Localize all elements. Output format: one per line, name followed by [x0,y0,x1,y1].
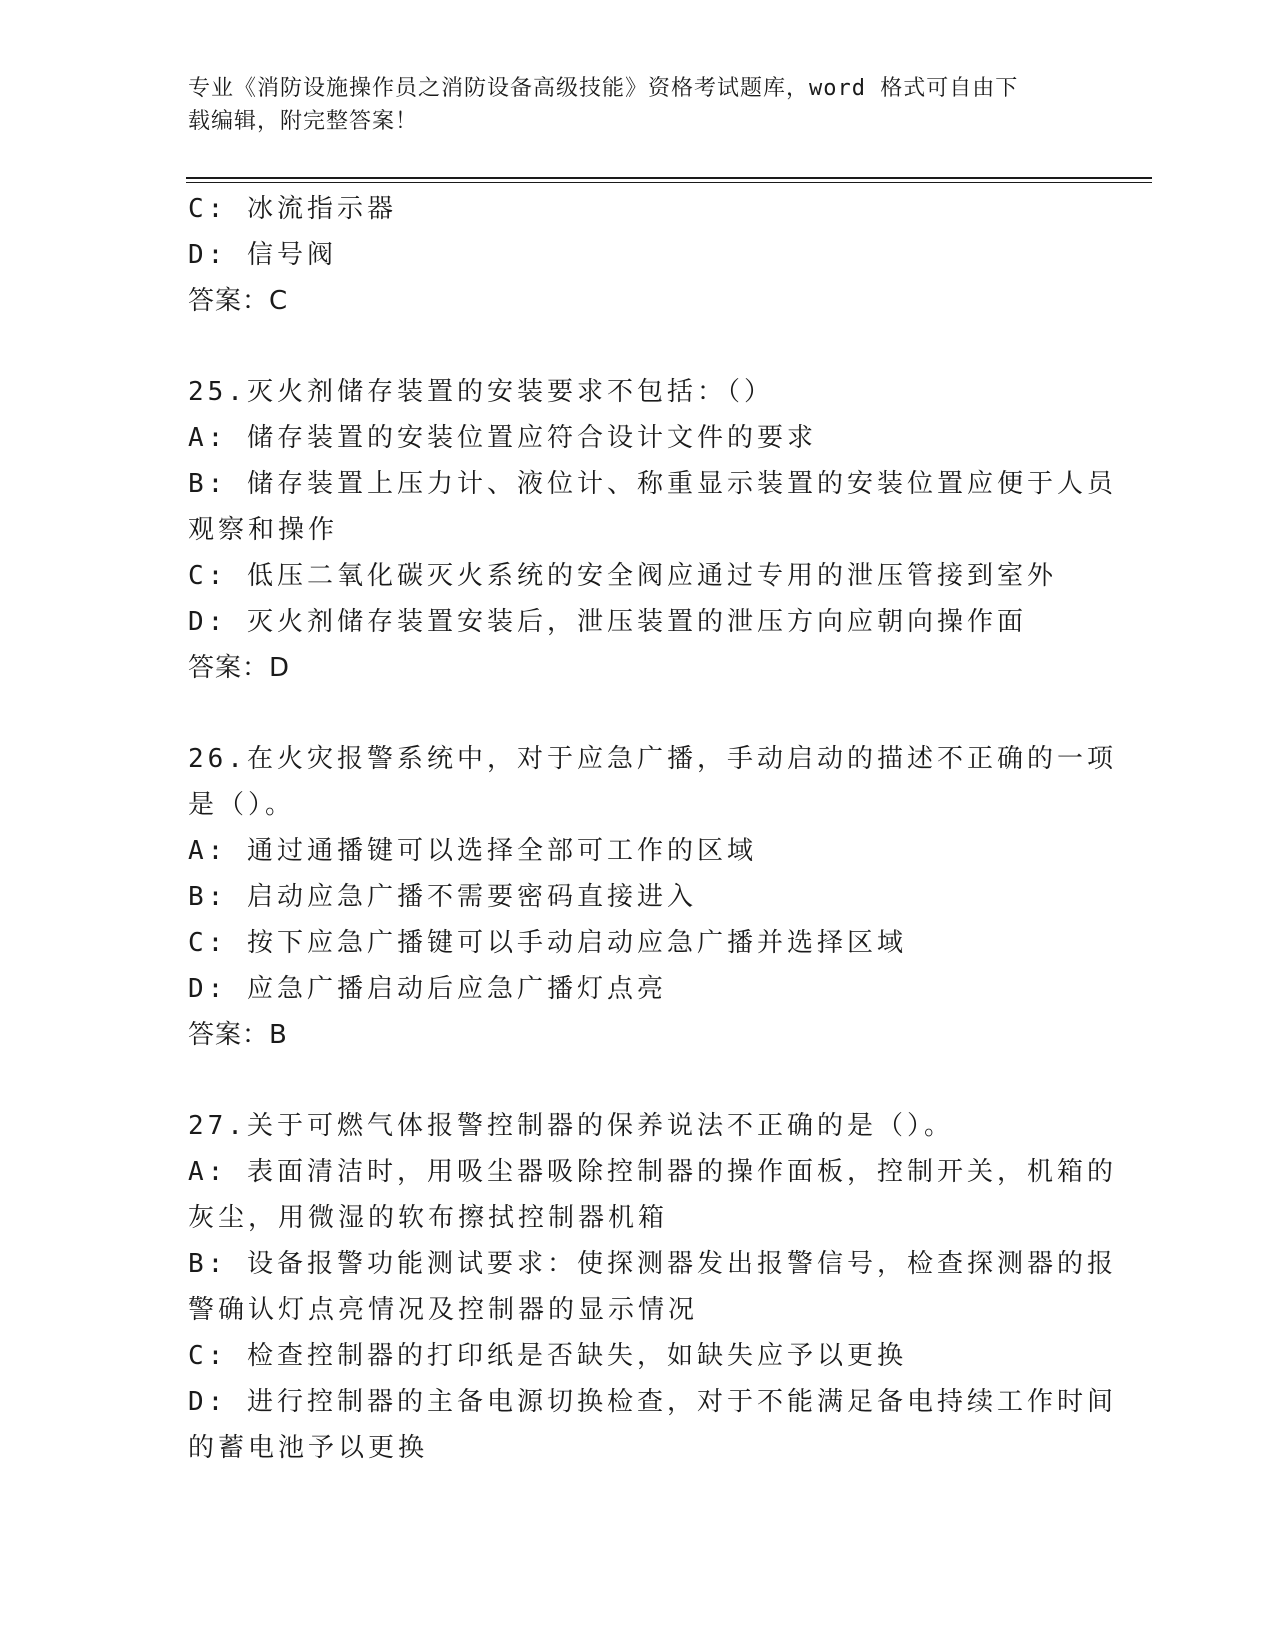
question-content [188,186,1117,1471]
question-24-tail [188,186,1088,324]
option-b: B: 储存装置上压力计、液位计、称重显示装置的安装位置应便于人员 [188,469,1117,499]
option-d: D: 信号阀 [188,240,337,270]
option-a-continued: 灰尘，用微湿的软布擦拭控制器机箱 [188,1203,669,1233]
option-a: A: 表面清洁时，用吸尘器吸除控制器的操作面板，控制开关，机箱的 [188,1157,1117,1187]
document-header [188,72,1068,138]
option-b-continued: 警确认灯点亮情况及控制器的显示情况 [188,1295,699,1325]
question-25 [188,369,1117,691]
option-d: D: 进行控制器的主备电源切换检查，对于不能满足备电持续工作时间 [188,1387,1117,1417]
answer: 答案：D [188,653,291,683]
question-text: 27.关于可燃气体报警控制器的保养说法不正确的是（）。 [188,1111,954,1141]
option-c: C: 冰流指示器 [188,194,397,224]
option-d: D: 灭火剂储存装置安装后，泄压装置的泄压方向应朝向操作面 [188,607,1027,637]
option-a: A: 通过通播键可以选择全部可工作的区域 [188,836,757,866]
header-line-1: 专业《消防设施操作员之消防设备高级技能》资格考试题库，word 格式可自由下 [188,76,1019,101]
answer: 答案：C [188,286,289,316]
header-divider-secondary [186,182,1152,183]
option-c: C: 按下应急广播键可以手动启动应急广播并选择区域 [188,928,907,958]
question-text: 26.在火灾报警系统中，对于应急广播，手动启动的描述不正确的一项 [188,744,1117,774]
question-27 [188,1103,1117,1471]
option-d-continued: 的蓄电池予以更换 [188,1433,429,1463]
option-b: B: 设备报警功能测试要求：使探测器发出报警信号，检查探测器的报 [188,1249,1117,1279]
question-text: 25.灭火剂储存装置的安装要求不包括：（） [188,377,774,407]
option-b-continued: 观察和操作 [188,515,339,545]
header-divider [186,177,1152,179]
option-a: A: 储存装置的安装位置应符合设计文件的要求 [188,423,817,453]
option-b: B: 启动应急广播不需要密码直接进入 [188,882,697,912]
option-d: D: 应急广播启动后应急广播灯点亮 [188,974,667,1004]
option-c: C: 低压二氧化碳灭火系统的安全阀应通过专用的泄压管接到室外 [188,561,1057,591]
option-c: C: 检查控制器的打印纸是否缺失，如缺失应予以更换 [188,1341,907,1371]
answer: 答案：B [188,1020,288,1050]
question-26 [188,736,1117,1058]
header-line-2: 载编辑，附完整答案！ [188,109,419,134]
question-text-continued: 是（）。 [188,790,296,820]
